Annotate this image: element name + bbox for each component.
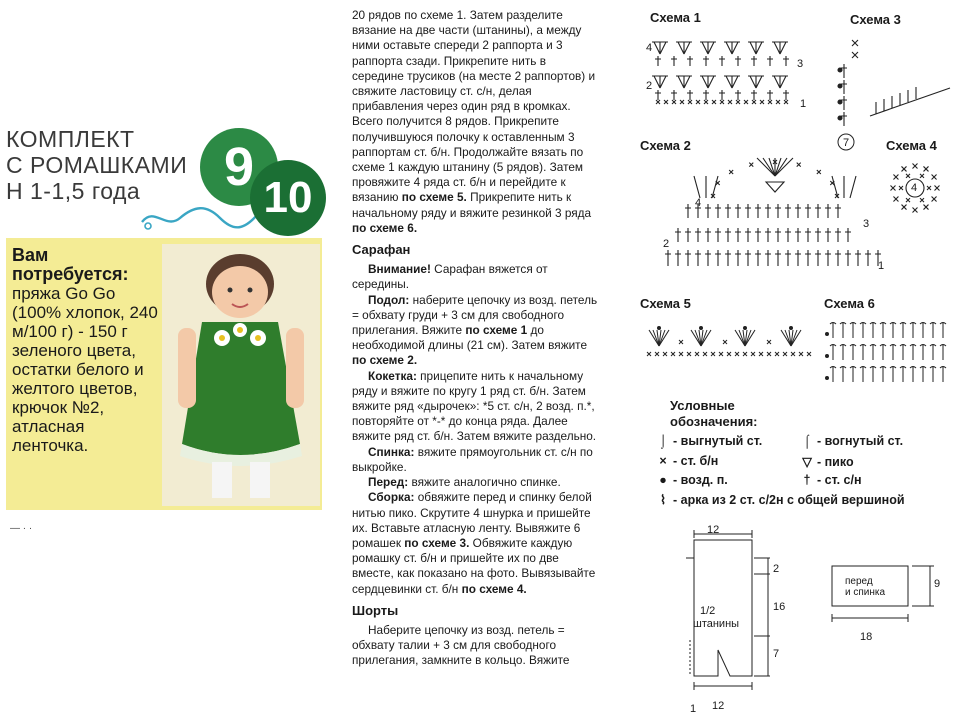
title-line-2: С РОМАШКАМИ (6, 152, 188, 178)
legend-item-5: ● - возд. п. (656, 473, 728, 487)
double-crochet-icon: † (803, 473, 811, 487)
paragraph-shorty: Наберите цепочку из возд. петель = обхвату талии + 3 см для свободного прилегания, замкните в кольцо. Вяжите (352, 622, 570, 668)
scheme-3-title: Схема 3 (850, 12, 901, 27)
materials-body: пряжа Go Go (100% хлопок, 240 м/100 г) - 150 г зеленого цвета, остатки белого и желтого цветов, крючок №2, атласная ленточка. (12, 284, 158, 455)
legend-title: Условные обозначения: (670, 398, 758, 429)
paragraph-sborka: Сборка: обвяжите перед и спинку белой нитью пико. Скрутите 4 шнурка и пришейте их. Вставьте атласную ленту. Вывяжите 6 ромашек по схеме 3. Обвяжите каждую ромашку ст. б/н и пришейте их по две вместе, как показано на фото. Вывязывайте сердцевинки ст. б/н по схеме 4. (352, 490, 596, 596)
s4-center: 4 (911, 182, 918, 194)
s1-row2: 2 (646, 80, 653, 92)
paragraph-koketka: Кокетка: прицепите нить к начальному ряду и вяжите по кругу 1 ряд ст. б/н. Затем вяжите ряд «дырочек»: *5 ст. с/н, 2 возд. п.*, повторяйте от *-* до конца ряда. Далее вяжите ряд ст. б/н. Затем вяжите раздельно. (352, 368, 597, 444)
child-photo (162, 244, 320, 506)
article-text-column (352, 8, 598, 669)
vygnutyi-icon: ⌡ (659, 434, 667, 448)
heading-sarafan: Сарафан (352, 242, 411, 258)
s2-row3: 3 (863, 218, 870, 230)
legend-item-4: ▽ - пико (800, 454, 854, 469)
paragraph-attention: Внимание! Сарафан вяжется от середины. (352, 262, 548, 292)
materials-heading: Вам потребуется: (12, 245, 129, 284)
scheme-5-diagram (645, 320, 820, 365)
rect-width: 18 (860, 631, 873, 643)
label-half: 1/2 (700, 605, 716, 617)
scheme-2-title: Схема 2 (640, 138, 691, 153)
s1-row1: 1 (800, 98, 807, 110)
dim-bottom: 12 (712, 700, 725, 712)
s1-row3: 3 (797, 58, 804, 70)
chain-stitch-icon: ● (659, 473, 667, 487)
scheme-3-diagram (830, 38, 940, 148)
scheme-1-diagram (650, 34, 810, 114)
article-title (6, 126, 187, 204)
rect-height: 9 (934, 578, 941, 590)
scheme-6-diagram (825, 318, 955, 388)
title-line-1: КОМПЛЕКТ (6, 126, 135, 152)
s2-row4: 4 (695, 197, 702, 209)
paragraph-pered: Перед: вяжите аналогично спинке. (368, 475, 561, 490)
child-in-sarafan-icon (162, 244, 320, 506)
legend-item-6: † - ст. с/н (800, 473, 862, 487)
s1-row4: 4 (646, 42, 653, 54)
picot-icon: ▽ (802, 455, 812, 469)
materials-text (12, 246, 162, 455)
dim-2: 2 (773, 563, 780, 575)
scheme-2-diagram (660, 140, 890, 280)
paragraph-intro: 20 рядов по схеме 1. Затем разделите вязание на две части (штанины), а между ними оставьте спереди 2 раппорта и 3 раппорта сзади. Прикрепите нить в середине трусиков (на месте 2 раппортов) и свяжите ластовицу ст. с/н, делая прибавления через один ряд в кромках. Всего получится 8 рядов. Прикрепите получившуюся полочку к оставленным 3 раппортам ст. б/н. Продолжайте вязать по схеме 1 каждую штанину (5 рядов). Затем провяжите 4 ряда ст. б/н и перейдите к вязанию по схеме 5. Прикрепите нить к начальному ряду и вяжите резинкой 3 ряда по схеме 6. (352, 8, 596, 235)
badge-nine: 9 (200, 128, 278, 206)
arch-icon: ⌇ (659, 493, 667, 507)
legend-item-2: ⌠ - вогнутый ст. (800, 434, 903, 448)
legend-item-3: × - ст. б/н (656, 454, 718, 468)
dim-top: 12 (707, 524, 720, 536)
dim-16: 16 (773, 601, 786, 613)
legend-item-1: ⌡ - выгнутый ст. (656, 434, 762, 448)
s3-center: 7 (843, 137, 850, 149)
scheme-1-title: Схема 1 (650, 10, 701, 25)
s2-row2: 2 (663, 238, 670, 250)
vognutyi-icon: ⌠ (803, 434, 811, 448)
s2-row1: 1 (878, 260, 885, 272)
legend-item-7: ⌇ - арка из 2 ст. с/2н с общей вершиной (656, 492, 905, 507)
rect-label: перед и спинка (845, 576, 886, 598)
single-crochet-icon: × (659, 454, 667, 468)
stray-text: — · · (10, 523, 33, 534)
scheme-4-title: Схема 4 (886, 138, 937, 153)
label-legs: штанины (693, 618, 740, 630)
paragraph-podol: Подол: наберите цепочку из возд. петель = обхвату груди + 3 см для свободного прилегания. Вяжите по схеме 1 до необходимой длины (21 см). Затем вяжите по схеме 2. (352, 292, 598, 368)
title-line-3: Н 1-1,5 года (6, 178, 141, 204)
badge-ten: 10 (250, 160, 326, 236)
dim-7: 7 (773, 648, 780, 660)
heading-shorty: Шорты (352, 602, 399, 618)
paragraph-spinka: Спинка: вяжите прямоугольник ст. с/н по выкройке. (352, 444, 593, 474)
dim-1: 1 (690, 703, 697, 715)
scheme-5-title: Схема 5 (640, 296, 691, 311)
scheme-6-title: Схема 6 (824, 296, 875, 311)
